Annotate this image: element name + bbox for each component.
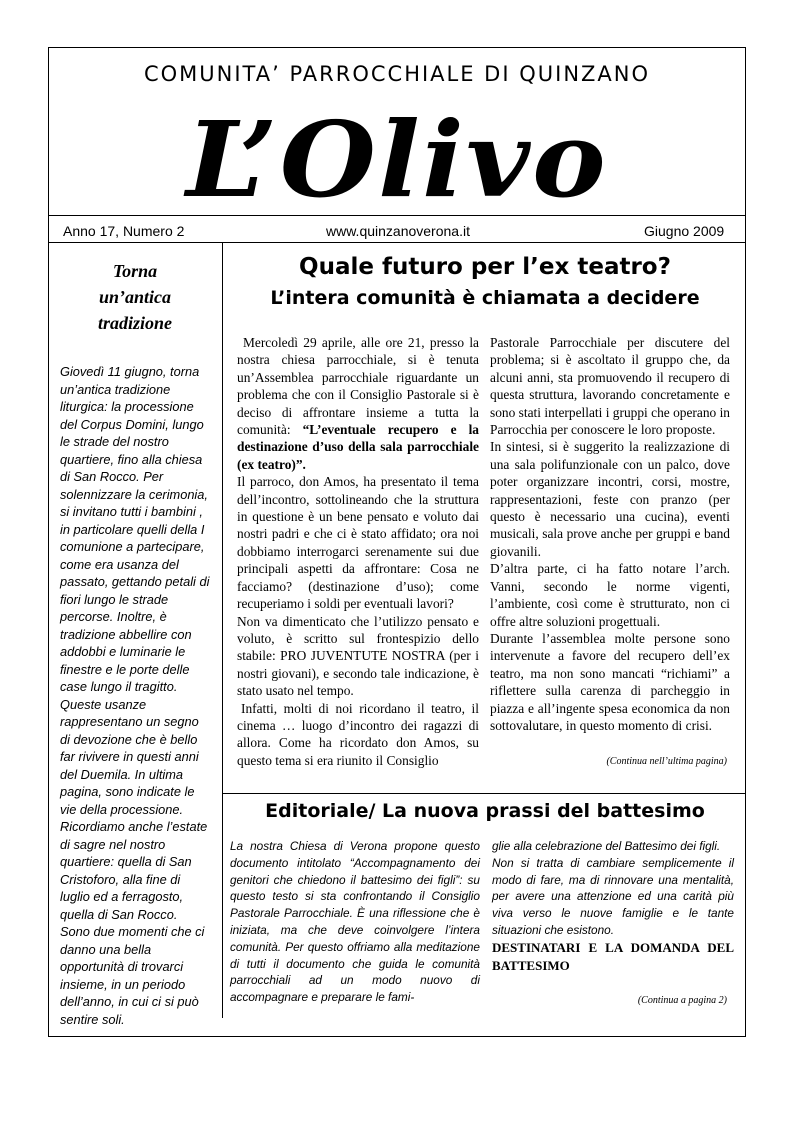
website-link[interactable]: www.quinzanoverona.it [326, 223, 470, 239]
sidebar-divider [222, 242, 223, 1018]
editorial-headline: Editoriale/ La nuova prassi del battesimo [265, 800, 705, 822]
editorial-column-1: La nostra Chiesa di Verona propone questo documento intitolato “Accompagnamento dei genitori che chiedono il battesimo dei figli”: su questo testo si sta confrontando il Consiglio Pastorale Parrocchiale. È una riflessione che è iniziata, ma che deve coinvolgere l’intera comunità. Per questo offriamo alla meditazione di tutti il documento che guida le comunità parrocchiali ad un modo nuovo di accompagnare e preparare le fami- [230, 839, 480, 1005]
editorial-column-2: glie alla celebrazione del Battesimo dei figli. Non si tratta di cambiare semplicemente il modo di fare, ma di rinnovare una mentalità, per avere una attenzione ed una carità più viva verso le nuove famiglie e le tante situazioni che esistono. DESTINATARI E LA DOMANDA DEL BATTESIMO [492, 839, 734, 973]
editorial-subheading: DESTINATARI E LA DOMANDA DEL BATTESIMO [492, 939, 734, 973]
sidebar-article: Giovedì 11 giugno, torna un’antica tradizione liturgica: la processione del Corpus Domini, lungo le strade del nostro quartiere, fino alla chiesa di San Rocco. Per solennizzare la cerimonia, si invitano tutti i bambini , in particolare quelli della I comunione a partecipare, come era usanza del passato, gettando petali di fiori lungo le strade percorse. Inoltre, è tradizione abbellire con addobbi e luminarie le finestre e le porte delle case lungo il tragitto. Queste usanze rappresentano un segno di devozione che è bello far rivivere in questi anni del Duemila. In ultima pagina, sono indicate le vie della processione. Ricordiamo anche l’estate di sagre nel nostro quartiere: quella di San Cristoforo, alla fine di luglio ed a ferragosto, quella di San Rocco. Sono due momenti che ci danno una bella opportunità di trovarci insieme, in un periodo dell’anno, in cui ci si può sentire soli. [60, 364, 210, 1027]
issue-number: Anno 17, Numero 2 [63, 223, 185, 239]
main-headline: Quale futuro per l’ex teatro? [299, 254, 671, 280]
sidebar-title: Torna un’antica tradizione [97, 261, 172, 333]
article-column-1: Mercoledì 29 aprile, alle ore 21, presso la nostra chiesa parrocchiale, si è tenuta un’Assemblea parrocchiale riguardante un problema che con il Consiglio Pastorale si è deciso di affrontare insieme a tutta la comunità: “L’eventuale recupero e la destinazione d’uso della sala parrocchiale (ex teatro)”. Il parroco, don Amos, ha presentato il tema dell’incontro, sottolineando che la struttura in questione è un bene pensato e voluto dai nostri padri e che ci è stato affidato; ora noi dobbiamo interrogarci serenamente sui due principali aspetti da affrontare: Cosa ne facciamo? (destinazione d’uso); come recuperiamo i soldi per eventuali lavori? Non va dimenticato che l’utilizzo pensato e voluto, è scritto sul frontespizio dello stabile: PRO JUVENTUTE NOSTRA (per i nostri giovani), e secondo tale indicazione, è stato usato nel tempo. Infatti, molti di noi ricordano il teatro, il cinema … luogo d’incontro dei ragazzi di allora. Come ha ricordato don Amos, su questo tema si era riunito il Consiglio [237, 335, 479, 768]
article-column-2: Pastorale Parrocchiale per discutere del problema; si è ascoltato il gruppo che, da alcuni anni, sta promuovendo il recupero di questa struttura, lavorando concretamente e sono stati interpellati i gruppi che operano in Parrocchia per conoscere le loro proposte. In sintesi, si è suggerito la realizzazione di una sala polifunzionale con un palco, dove poter organizzare incontri, corsi, mostre, rappresentazioni, feste con pranzo (per questo è necessario una cucina), eventi musicali, sala prove anche per gruppi e band giovanili. D’altra parte, ci ha fatto notare l’arch. Vanni, secondo le norme vigenti, l’ambiente, così come è strutturato, non ci offre altre soluzioni progettuali. Durante l’assemblea molte persone sono intervenute a favore del recupero dell’ex teatro, ma non sono mancati “richiami” a riflettere sulla carenza di parcheggio in piazza e all’ingente spesa economica da non sottovalutare, in questo momento di crisi. [490, 335, 730, 733]
issue-date: Giugno 2009 [644, 223, 725, 239]
main-subheadline: L’intera comunità è chiamata a decidere [270, 287, 700, 309]
editorial-continued-note: (Continua a pagina 2) [637, 995, 727, 1006]
newspaper-title: L’Olivo [186, 98, 608, 221]
continued-note: (Continua nell’ultima pagina) [606, 756, 727, 767]
info-rule [48, 242, 746, 243]
community-name: COMUNITA’ PARROCCHIALE DI QUINZANO [143, 62, 651, 86]
editorial-rule [222, 793, 746, 794]
